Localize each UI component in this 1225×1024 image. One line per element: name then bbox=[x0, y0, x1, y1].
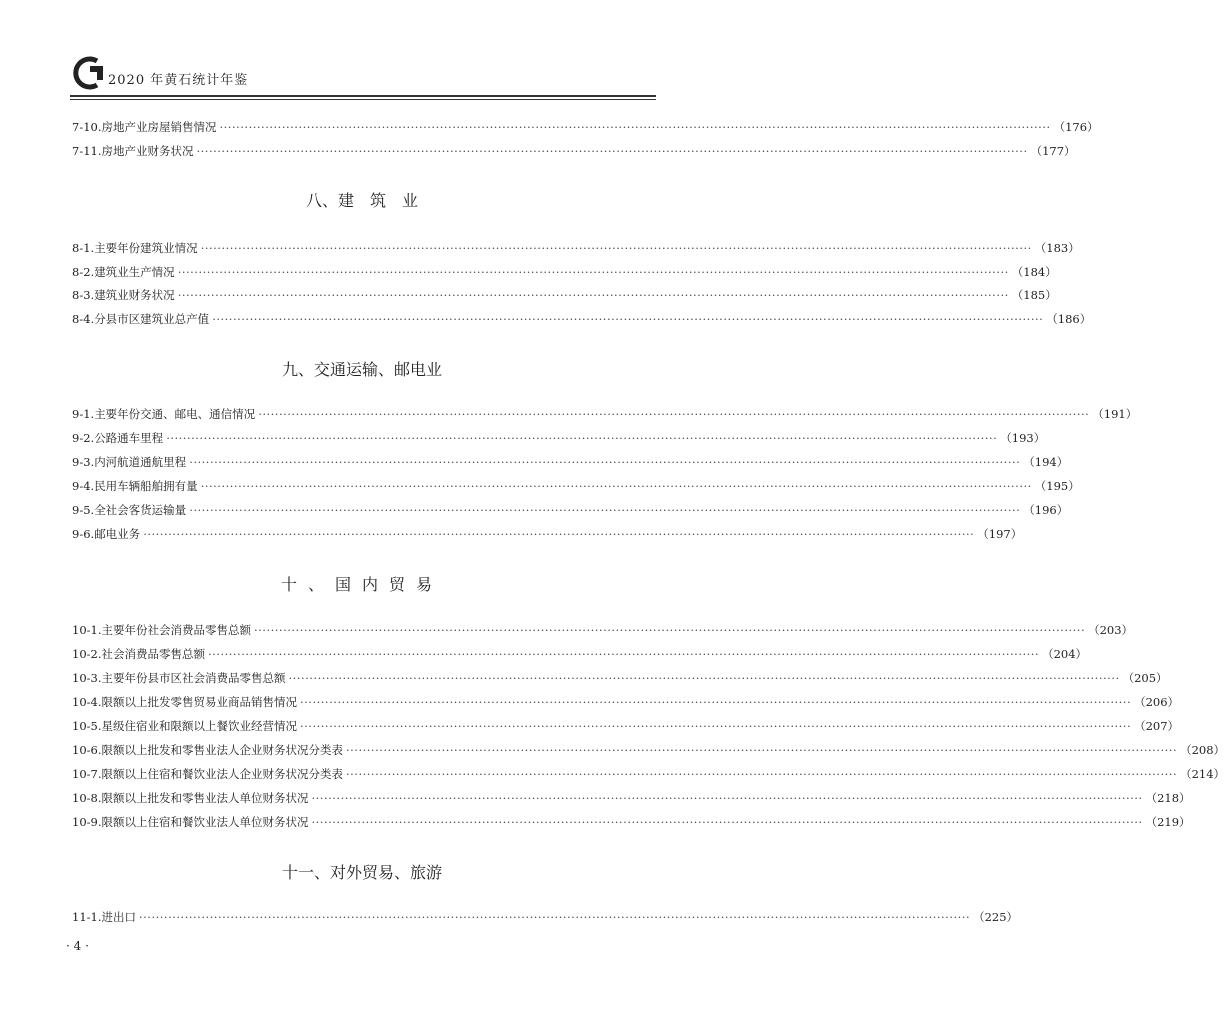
toc-entry[interactable] bbox=[72, 405, 1138, 423]
entry-title: 全社会客货运输量 bbox=[94, 503, 187, 517]
entry-title: 房地产业房屋销售情况 bbox=[101, 120, 217, 134]
entry-title: 建筑业生产情况 bbox=[94, 265, 175, 279]
toc-entry[interactable] bbox=[72, 525, 1023, 543]
dot-leader: ········································································································································································································ bbox=[166, 431, 998, 445]
section-heading: 八、建 筑 业 bbox=[305, 191, 418, 210]
toc-entry[interactable] bbox=[72, 453, 1069, 471]
entry-number: 10-1. bbox=[72, 623, 102, 637]
toc-entry[interactable] bbox=[72, 621, 1134, 639]
entry-page: （184） bbox=[1011, 265, 1057, 279]
dot-leader: ········································································································································································································ bbox=[346, 767, 1178, 781]
entry-number: 9-4. bbox=[72, 479, 95, 493]
dot-leader: ········································································································································································································ bbox=[200, 479, 1032, 493]
toc-entry[interactable] bbox=[72, 717, 1180, 735]
entry-title: 内河航道通航里程 bbox=[94, 455, 187, 469]
section-heading: 九、交通运输、邮电业 bbox=[281, 360, 442, 379]
yearbook-logo-icon bbox=[70, 56, 108, 90]
entry-title: 公路通车里程 bbox=[94, 431, 164, 445]
entry-page: （218） bbox=[1145, 791, 1191, 805]
entry-title: 邮电业务 bbox=[94, 527, 141, 541]
entry-page: （193） bbox=[1000, 431, 1046, 445]
dot-leader: ········································································································································································································ bbox=[346, 743, 1178, 757]
entry-number: 7-11. bbox=[72, 144, 102, 158]
entry-number: 8-3. bbox=[72, 288, 95, 302]
entry-page: （204） bbox=[1042, 647, 1088, 661]
dot-leader: ········································································································································································································ bbox=[219, 120, 1051, 134]
entry-page: （208） bbox=[1180, 743, 1225, 757]
entry-page: （219） bbox=[1145, 815, 1191, 829]
section-heading: 十、国内贸易 bbox=[280, 575, 443, 594]
dot-leader: ········································································································································································································ bbox=[311, 791, 1143, 805]
entry-title: 房地产业财务状况 bbox=[101, 144, 194, 158]
entry-page: （191） bbox=[1092, 407, 1138, 421]
dot-leader: ········································································································································································································ bbox=[143, 527, 975, 541]
entry-title: 主要年份建筑业情况 bbox=[94, 241, 198, 255]
toc-entry[interactable] bbox=[72, 239, 1080, 257]
entry-title: 分县市区建筑业总产值 bbox=[94, 312, 210, 326]
entry-title: 主要年份交通、邮电、通信情况 bbox=[94, 407, 256, 421]
entry-page: （185） bbox=[1011, 288, 1057, 302]
entry-title: 主要年份县市区社会消费品零售总额 bbox=[101, 671, 286, 685]
entry-number: 11-1. bbox=[72, 910, 102, 924]
entry-title: 星级住宿业和限额以上餐饮业经营情况 bbox=[101, 719, 297, 733]
entry-page: （194） bbox=[1023, 455, 1069, 469]
toc-entry[interactable] bbox=[72, 118, 1099, 136]
toc-entry[interactable] bbox=[72, 693, 1180, 711]
entry-page: （207） bbox=[1134, 719, 1180, 733]
book-title: 2020 年黄石统计年鉴 bbox=[108, 73, 249, 88]
toc-entry[interactable] bbox=[72, 765, 1225, 783]
toc-entry[interactable] bbox=[72, 813, 1191, 831]
entry-title: 民用车辆船舶拥有量 bbox=[94, 479, 198, 493]
dot-leader: ········································································································································································································ bbox=[258, 407, 1090, 421]
toc-entry[interactable] bbox=[72, 908, 1019, 926]
entry-number: 10-8. bbox=[72, 791, 102, 805]
dot-leader: ········································································································································································································ bbox=[200, 241, 1032, 255]
dot-leader: ········································································································································································································ bbox=[139, 910, 971, 924]
entry-title: 限额以上批发和零售业法人企业财务状况分类表 bbox=[101, 743, 343, 757]
toc-entry[interactable] bbox=[72, 286, 1057, 304]
entry-page: （176） bbox=[1053, 120, 1099, 134]
dot-leader: ········································································································································································································ bbox=[189, 455, 1021, 469]
header-rule-thin bbox=[70, 99, 656, 100]
dot-leader: ········································································································································································································ bbox=[212, 312, 1044, 326]
entry-number: 9-3. bbox=[72, 455, 95, 469]
entry-title: 限额以上住宿和餐饮业法人单位财务状况 bbox=[101, 815, 309, 829]
entry-number: 10-4. bbox=[72, 695, 102, 709]
entry-page: （203） bbox=[1088, 623, 1134, 637]
dot-leader: ········································································································································································································ bbox=[177, 265, 1009, 279]
entry-page: （186） bbox=[1046, 312, 1092, 326]
entry-number: 10-5. bbox=[72, 719, 102, 733]
toc-entry[interactable] bbox=[72, 645, 1088, 663]
page-number: · 4 · bbox=[66, 939, 89, 953]
entry-page: （177） bbox=[1030, 144, 1076, 158]
entry-number: 10-3. bbox=[72, 671, 102, 685]
entry-page: （205） bbox=[1122, 671, 1168, 685]
toc-entry[interactable] bbox=[72, 142, 1076, 160]
dot-leader: ········································································································································································································ bbox=[254, 623, 1086, 637]
entry-title: 进出口 bbox=[101, 910, 136, 924]
entry-page: （206） bbox=[1134, 695, 1180, 709]
toc-entry[interactable] bbox=[72, 669, 1168, 687]
dot-leader: ········································································································································································································ bbox=[311, 815, 1143, 829]
toc-entry[interactable] bbox=[72, 477, 1080, 495]
entry-number: 10-9. bbox=[72, 815, 102, 829]
entry-number: 10-6. bbox=[72, 743, 102, 757]
entry-number: 8-2. bbox=[72, 265, 95, 279]
toc-entry[interactable] bbox=[72, 263, 1057, 281]
entry-number: 8-4. bbox=[72, 312, 95, 326]
entry-page: （183） bbox=[1034, 241, 1080, 255]
entry-number: 7-10. bbox=[72, 120, 102, 134]
entry-number: 9-5. bbox=[72, 503, 95, 517]
entry-title: 主要年份社会消费品零售总额 bbox=[101, 623, 251, 637]
dot-leader: ········································································································································································································ bbox=[300, 719, 1132, 733]
entry-page: （196） bbox=[1023, 503, 1069, 517]
entry-number: 10-2. bbox=[72, 647, 102, 661]
entry-number: 8-1. bbox=[72, 241, 95, 255]
dot-leader: ········································································································································································································ bbox=[177, 288, 1009, 302]
entry-title: 限额以上住宿和餐饮业法人企业财务状况分类表 bbox=[101, 767, 343, 781]
dot-leader: ········································································································································································································ bbox=[300, 695, 1132, 709]
entry-page: （197） bbox=[977, 527, 1023, 541]
toc-entry[interactable] bbox=[72, 429, 1046, 447]
running-header bbox=[70, 54, 655, 96]
entry-number: 9-1. bbox=[72, 407, 95, 421]
dot-leader: ········································································································································································································ bbox=[196, 144, 1028, 158]
entry-title: 建筑业财务状况 bbox=[94, 288, 175, 302]
entry-page: （195） bbox=[1034, 479, 1080, 493]
entry-title: 限额以上批发零售贸易业商品销售情况 bbox=[101, 695, 297, 709]
dot-leader: ········································································································································································································ bbox=[208, 647, 1040, 661]
toc-entry[interactable] bbox=[72, 501, 1069, 519]
entry-title: 限额以上批发和零售业法人单位财务状况 bbox=[101, 791, 309, 805]
toc-entry[interactable] bbox=[72, 789, 1191, 807]
entry-title: 社会消费品零售总额 bbox=[101, 647, 205, 661]
section-heading: 十一、对外贸易、旅游 bbox=[281, 863, 442, 882]
dot-leader: ········································································································································································································ bbox=[288, 671, 1120, 685]
header-rule-thick bbox=[70, 95, 656, 97]
entry-number: 9-2. bbox=[72, 431, 95, 445]
entry-number: 9-6. bbox=[72, 527, 95, 541]
entry-number: 10-7. bbox=[72, 767, 102, 781]
toc-entry[interactable] bbox=[72, 741, 1225, 759]
entry-page: （225） bbox=[973, 910, 1019, 924]
dot-leader: ········································································································································································································ bbox=[189, 503, 1021, 517]
toc-entry[interactable] bbox=[72, 310, 1092, 328]
entry-page: （214） bbox=[1180, 767, 1225, 781]
